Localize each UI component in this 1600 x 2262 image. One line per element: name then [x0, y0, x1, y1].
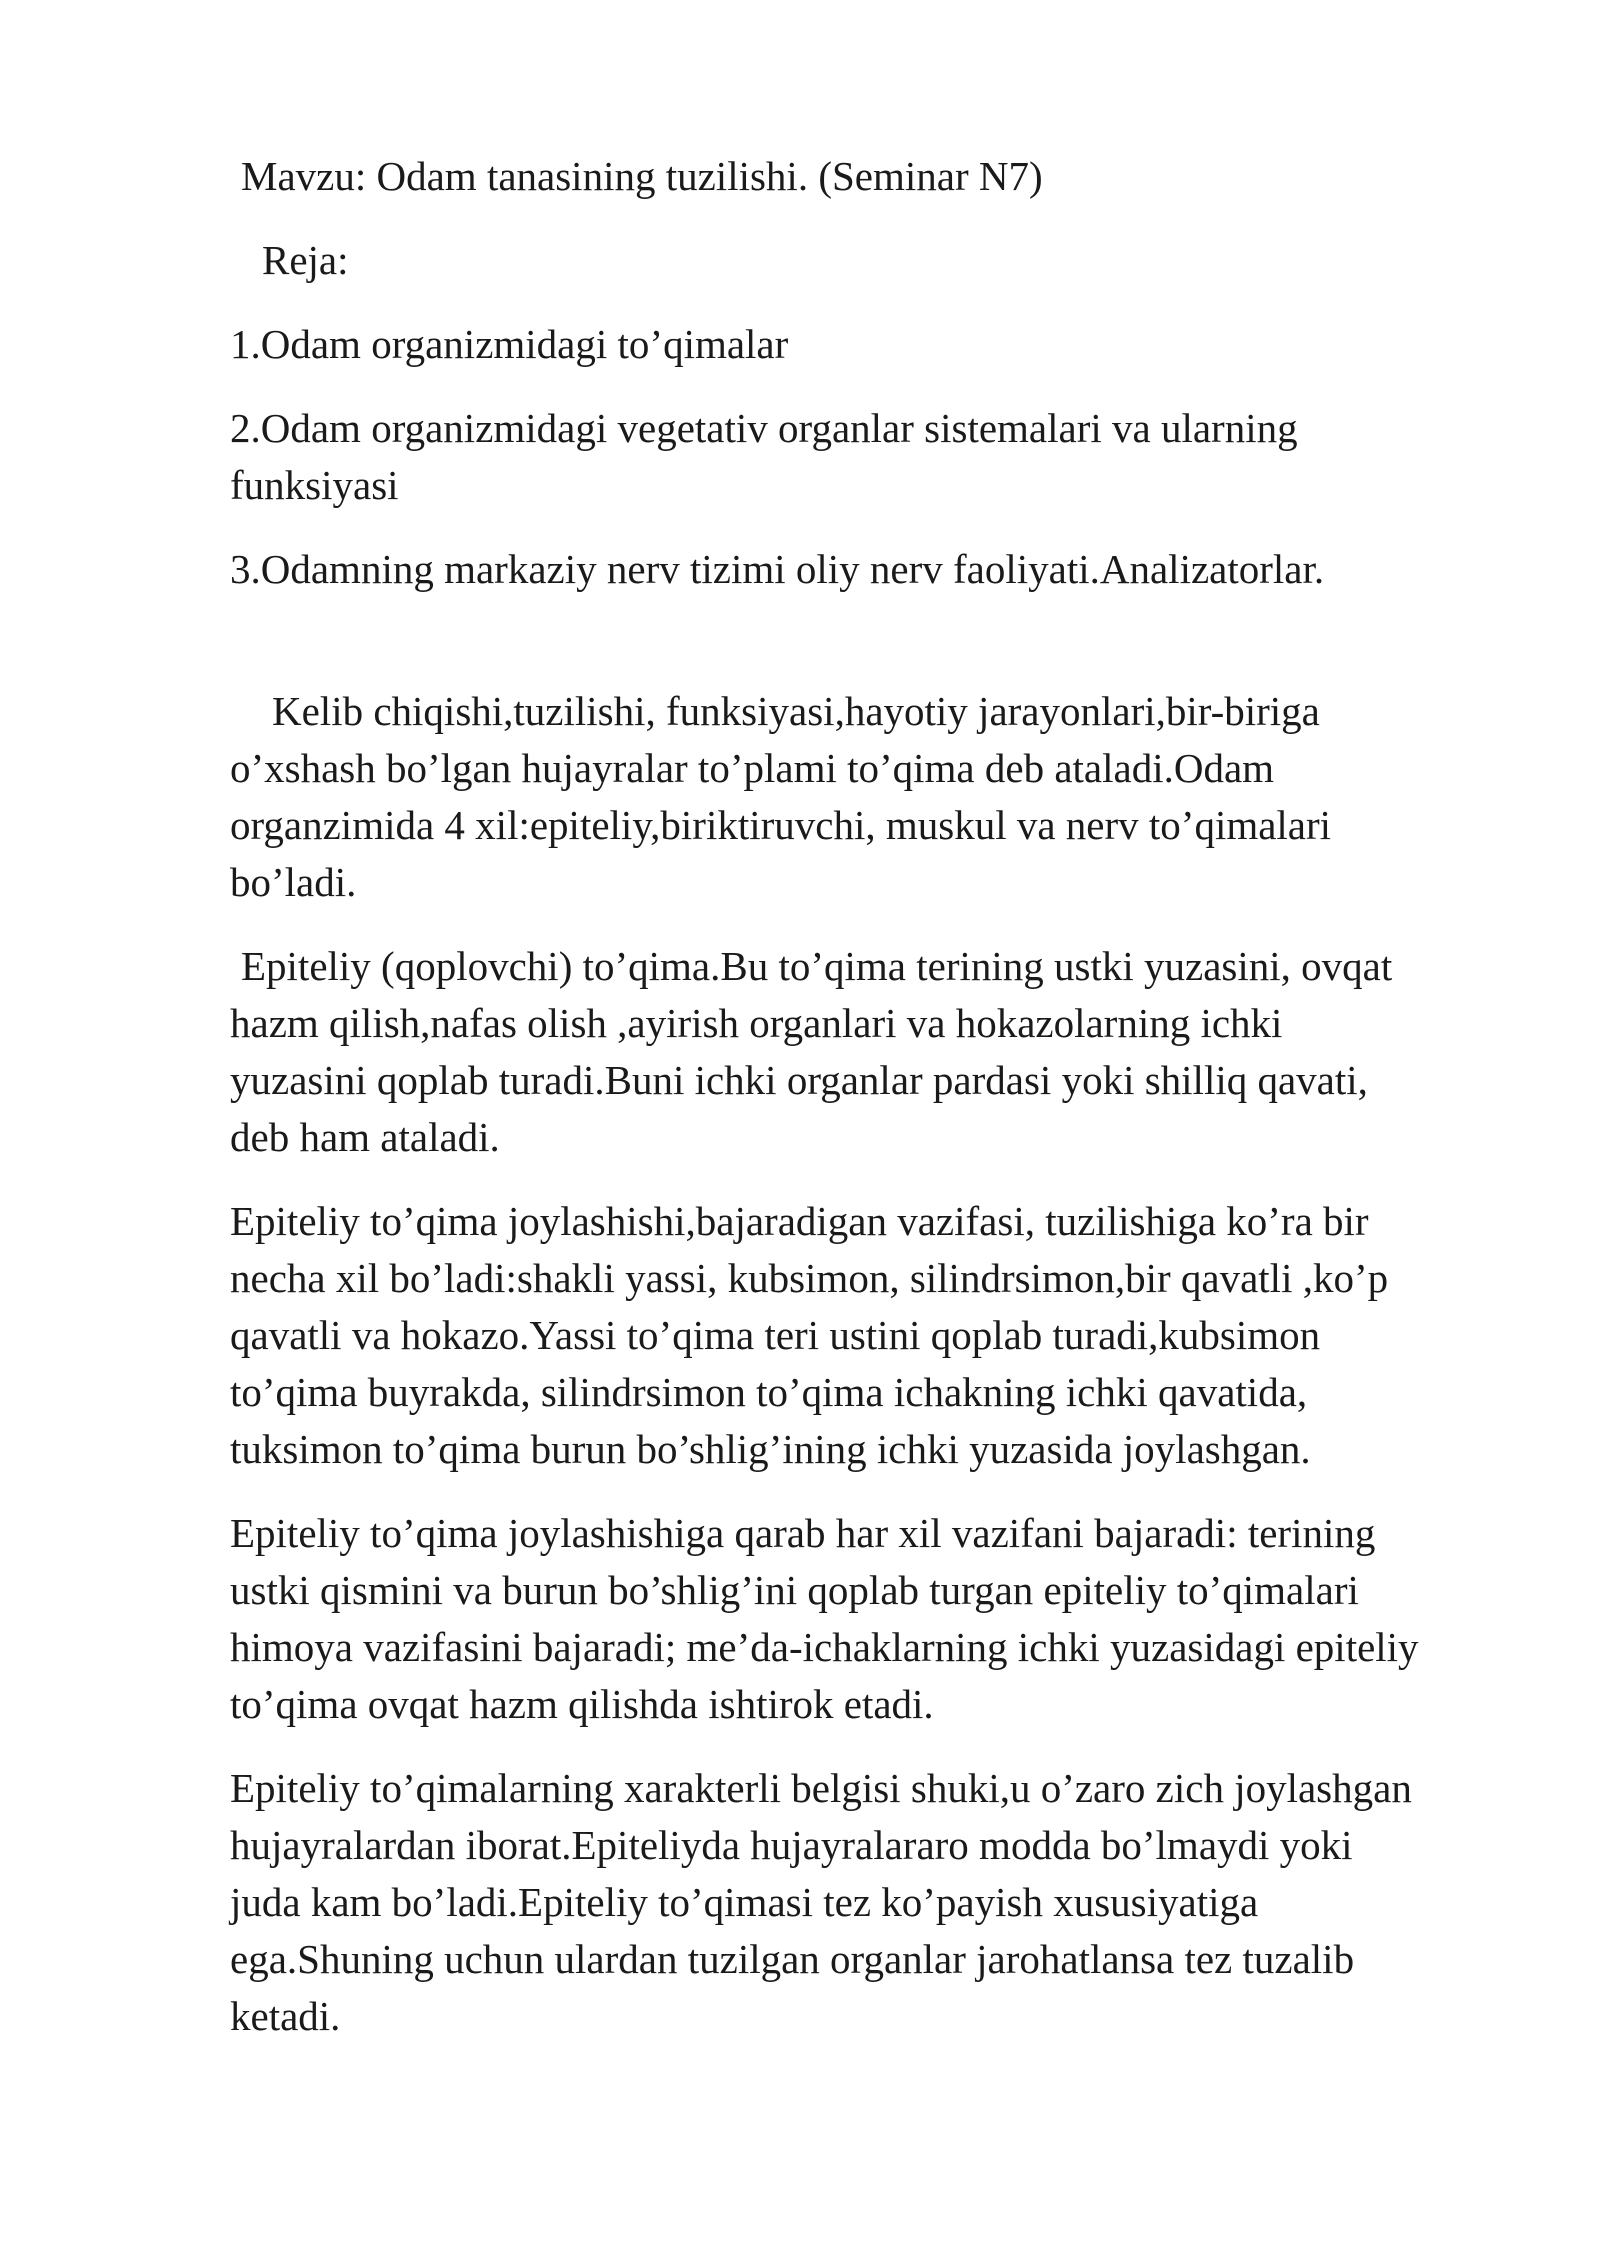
paragraph-line: bo’ladi.	[230, 859, 357, 905]
paragraph-line: juda kam bo’ladi.Epiteliy to’qimasi tez ko’payish xususiyatiga	[230, 1879, 1259, 1925]
paragraph-line: ketadi.	[230, 1993, 341, 2039]
paragraph-1	[230, 683, 1510, 911]
paragraph-line: deb ham ataladi.	[230, 1114, 500, 1160]
paragraph-line: hazm qilish,nafas olish ,ayirish organlari va hokazolarning ichki	[230, 1000, 1283, 1046]
plan-item-2-line: 2.Odam organizmidagi vegetativ organlar sistemalari va ularning	[230, 405, 1298, 451]
plan-item-2	[230, 400, 1510, 514]
paragraph-2	[230, 938, 1510, 1166]
paragraph-line: yuzasini qoplab turadi.Buni ichki organlar pardasi yoki shilliq qavati,	[230, 1057, 1368, 1103]
paragraph-line: Epiteliy to’qima joylashishiga qarab har xil vazifani bajaradi: terining	[230, 1510, 1376, 1556]
paragraph-5	[230, 1760, 1510, 2045]
paragraph-line: himoya vazifasini bajaradi; me’da-ichaklarning ichki yuzasidagi epiteliy	[230, 1624, 1419, 1670]
plan-item-2-line: funksiyasi	[230, 462, 399, 508]
paragraph-line: Epiteliy (qoplovchi) to’qima.Bu to’qima terining ustki yuzasini, ovqat	[241, 943, 1393, 989]
paragraph-line: to’qima buyrakda, silindrsimon to’qima ichakning ichki qavatida,	[230, 1369, 1308, 1415]
paragraph-line: Kelib chiqishi,tuzilishi, funksiyasi,hayotiy jarayonlari,bir-biriga	[272, 688, 1320, 734]
paragraph-line: hujayralardan iborat.Epiteliyda hujayralararo modda bo’lmaydi yoki	[230, 1822, 1353, 1868]
plan-item-3: 3.Odamning markaziy nerv tizimi oliy nerv faoliyati.Analizatorlar.	[230, 546, 1325, 592]
document-title: Mavzu: Odam tanasining tuzilishi. (Seminar N7)	[241, 153, 1043, 199]
paragraph-line: Epiteliy to’qimalarning xarakterli belgisi shuki,u o’zaro zich joylashgan	[230, 1765, 1412, 1811]
paragraph-line: Epiteliy to’qima joylashishi,bajaradigan vazifasi, tuzilishiga ko’ra bir	[230, 1198, 1369, 1244]
paragraph-line: tuksimon to’qima burun bo’shlig’ining ichki yuzasida joylashgan.	[230, 1426, 1311, 1472]
plan-heading: Reja:	[262, 237, 349, 283]
paragraph-line: organzimida 4 xil:epiteliy,biriktiruvchi, muskul va nerv to’qimalari	[230, 802, 1332, 848]
paragraph-3	[230, 1193, 1510, 1478]
paragraph-4	[230, 1505, 1510, 1733]
paragraph-line: necha xil bo’ladi:shakli yassi, kubsimon, silindrsimon,bir qavatli ,ko’p	[230, 1255, 1389, 1301]
paragraph-line: to’qima ovqat hazm qilishda ishtirok etadi.	[230, 1681, 934, 1727]
plan-item-1: 1.Odam organizmidagi to’qimalar	[230, 321, 789, 367]
paragraph-line: qavatli va hokazo.Yassi to’qima teri ustini qoplab turadi,kubsimon	[230, 1312, 1321, 1358]
paragraph-line: o’xshash bo’lgan hujayralar to’plami to’qima deb ataladi.Odam	[230, 745, 1275, 791]
document-body	[230, 148, 1510, 2072]
paragraph-line: ega.Shuning uchun ulardan tuzilgan organlar jarohatlansa tez tuzalib	[230, 1936, 1355, 1982]
paragraph-line: ustki qismini va burun bo’shlig’ini qoplab turgan epiteliy to’qimalari	[230, 1567, 1359, 1613]
